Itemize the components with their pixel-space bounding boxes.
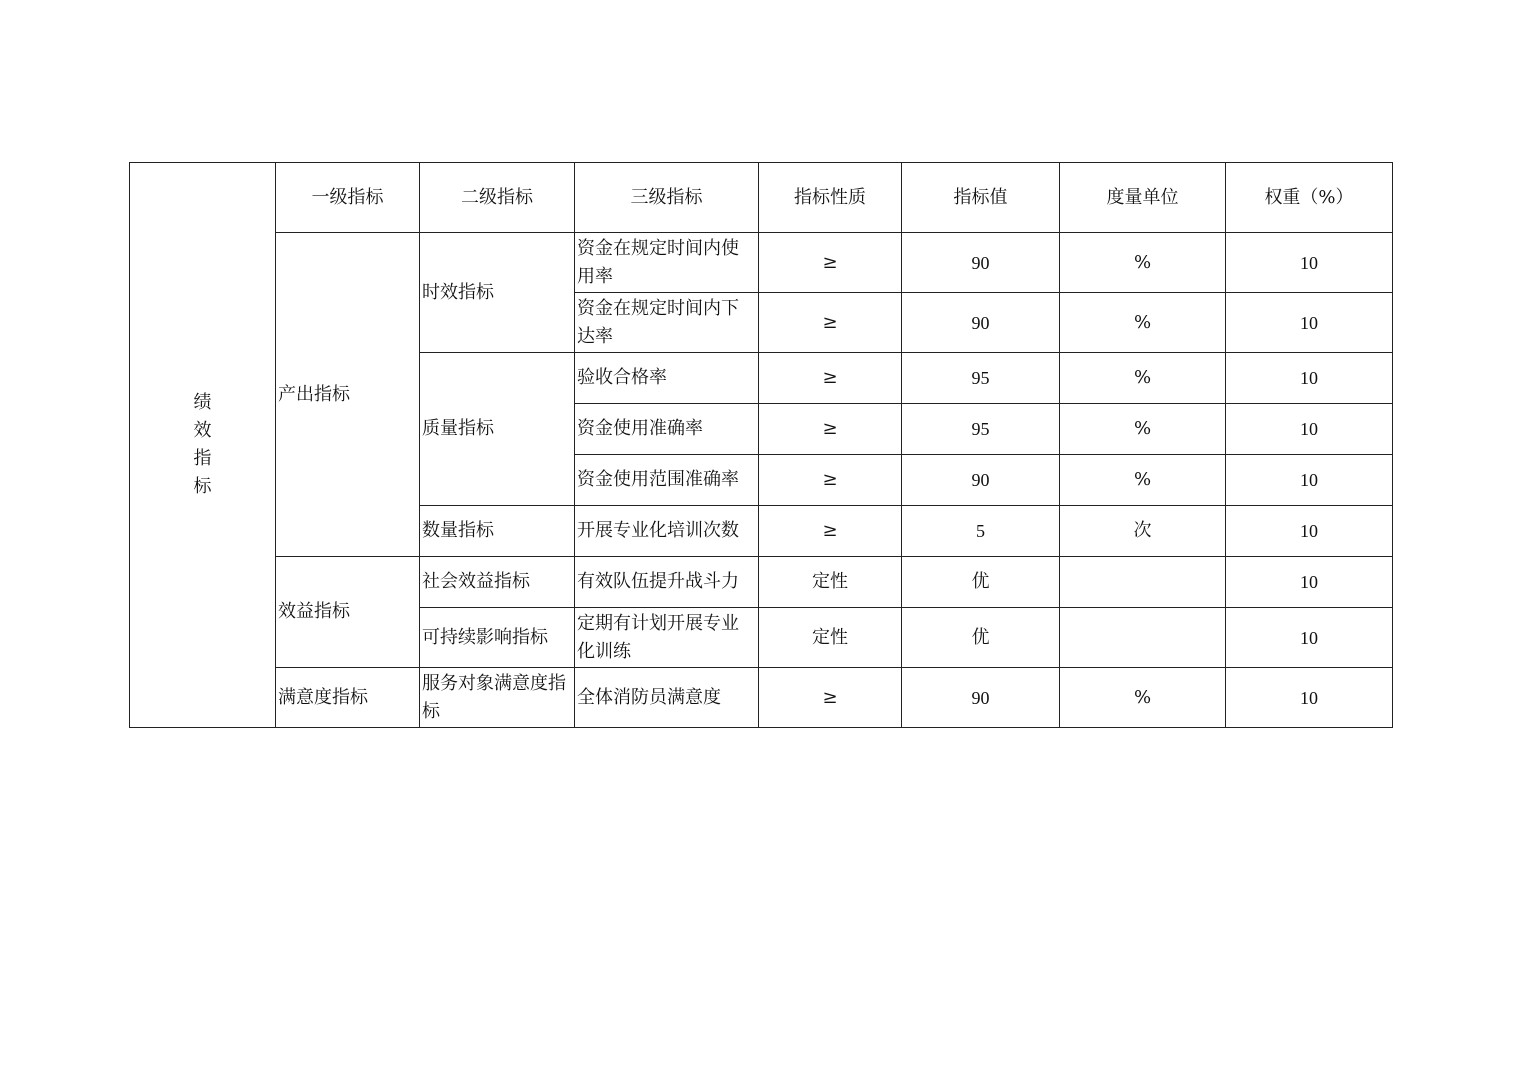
side-label-char: 指 xyxy=(193,448,212,469)
subgroup-sustainable: 可持续影响指标 xyxy=(420,608,575,668)
weight-cell: 10 xyxy=(1226,353,1393,404)
indicator-cell: 验收合格率 xyxy=(575,353,759,404)
weight-cell: 10 xyxy=(1226,455,1393,506)
subgroup-quality: 质量指标 xyxy=(420,353,575,506)
value-cell: 90 xyxy=(902,455,1060,506)
nature-cell: ≥ xyxy=(759,293,902,353)
weight-cell: 10 xyxy=(1226,506,1393,557)
indicator-cell: 定期有计划开展专业化训练 xyxy=(575,608,759,668)
unit-cell xyxy=(1060,557,1226,608)
weight-cell: 10 xyxy=(1226,233,1393,293)
value-cell: 5 xyxy=(902,506,1060,557)
side-label-char: 绩 xyxy=(193,392,212,413)
header-nature: 指标性质 xyxy=(759,163,902,233)
nature-cell: ≥ xyxy=(759,233,902,293)
group-benefit: 效益指标 xyxy=(276,557,420,668)
weight-cell: 10 xyxy=(1226,404,1393,455)
indicator-cell: 开展专业化培训次数 xyxy=(575,506,759,557)
performance-indicator-table xyxy=(129,162,1393,728)
value-cell: 95 xyxy=(902,404,1060,455)
unit-cell: % xyxy=(1060,293,1226,353)
unit-cell: 次 xyxy=(1060,506,1226,557)
nature-cell: 定性 xyxy=(759,608,902,668)
nature-cell: ≥ xyxy=(759,506,902,557)
subgroup-quantity: 数量指标 xyxy=(420,506,575,557)
value-cell: 优 xyxy=(902,608,1060,668)
unit-cell: % xyxy=(1060,353,1226,404)
weight-cell: 10 xyxy=(1226,608,1393,668)
header-weight: 权重（%） xyxy=(1226,163,1393,233)
header-level1: 一级指标 xyxy=(276,163,420,233)
unit-cell: % xyxy=(1060,668,1226,728)
group-output: 产出指标 xyxy=(276,233,420,557)
side-label-char: 标 xyxy=(193,476,212,497)
performance-table-container xyxy=(129,162,1393,728)
value-cell: 优 xyxy=(902,557,1060,608)
header-value: 指标值 xyxy=(902,163,1060,233)
unit-cell: % xyxy=(1060,404,1226,455)
indicator-cell: 有效队伍提升战斗力 xyxy=(575,557,759,608)
unit-cell xyxy=(1060,608,1226,668)
weight-cell: 10 xyxy=(1226,557,1393,608)
nature-cell: 定性 xyxy=(759,557,902,608)
indicator-cell: 资金在规定时间内下达率 xyxy=(575,293,759,353)
header-level2: 二级指标 xyxy=(420,163,575,233)
subgroup-service: 服务对象满意度指标 xyxy=(420,668,575,728)
table-header-row xyxy=(130,163,1393,233)
indicator-cell: 全体消防员满意度 xyxy=(575,668,759,728)
side-label-cell xyxy=(130,163,276,728)
header-unit: 度量单位 xyxy=(1060,163,1226,233)
nature-cell: ≥ xyxy=(759,455,902,506)
weight-cell: 10 xyxy=(1226,668,1393,728)
nature-cell: ≥ xyxy=(759,668,902,728)
header-level3: 三级指标 xyxy=(575,163,759,233)
value-cell: 90 xyxy=(902,233,1060,293)
nature-cell: ≥ xyxy=(759,353,902,404)
subgroup-social: 社会效益指标 xyxy=(420,557,575,608)
indicator-cell: 资金在规定时间内使用率 xyxy=(575,233,759,293)
table-row xyxy=(130,557,1393,608)
table-row xyxy=(130,668,1393,728)
weight-cell: 10 xyxy=(1226,293,1393,353)
indicator-cell: 资金使用准确率 xyxy=(575,404,759,455)
table-row xyxy=(130,233,1393,293)
value-cell: 90 xyxy=(902,293,1060,353)
unit-cell: % xyxy=(1060,455,1226,506)
side-label-char: 效 xyxy=(193,420,212,441)
subgroup-timeliness: 时效指标 xyxy=(420,233,575,353)
value-cell: 95 xyxy=(902,353,1060,404)
value-cell: 90 xyxy=(902,668,1060,728)
nature-cell: ≥ xyxy=(759,404,902,455)
unit-cell: % xyxy=(1060,233,1226,293)
group-satisfaction: 满意度指标 xyxy=(276,668,420,728)
indicator-cell: 资金使用范围准确率 xyxy=(575,455,759,506)
